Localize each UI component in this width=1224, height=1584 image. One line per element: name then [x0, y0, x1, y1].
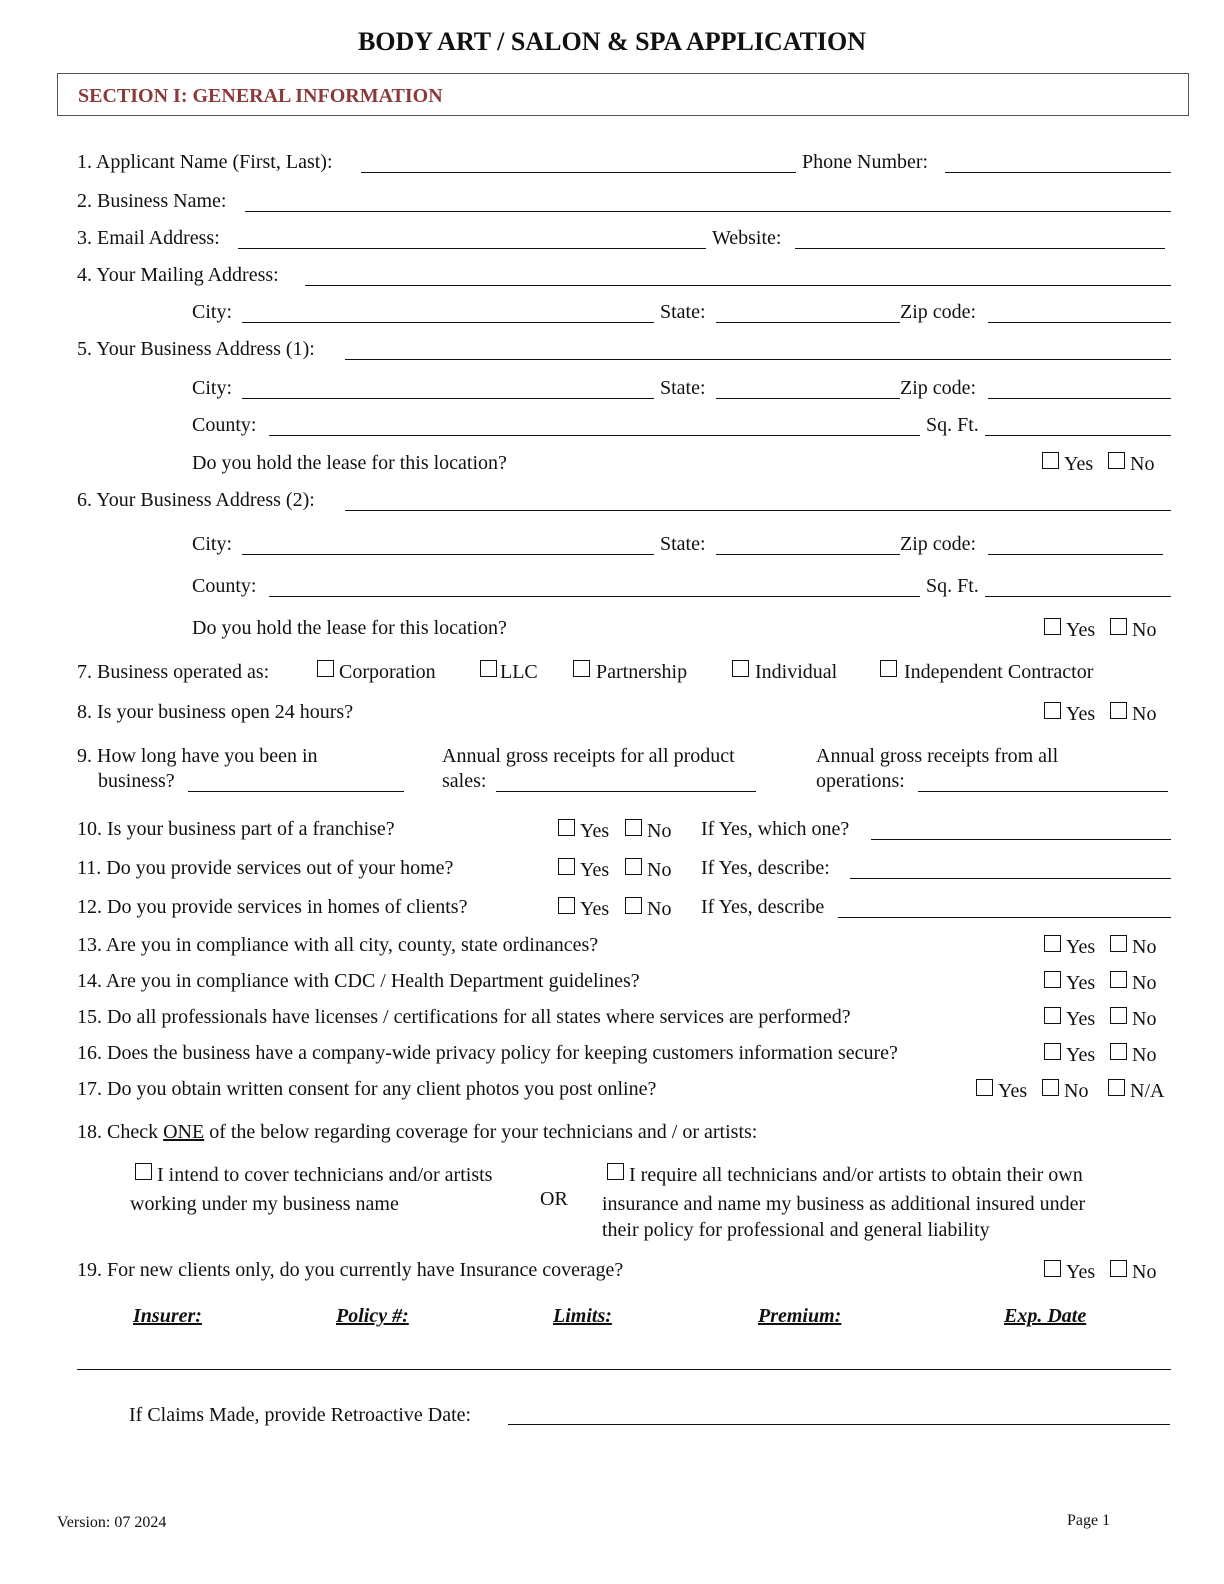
- licenses-label: 15. Do all professionals have licenses / certifications for all states where services are performed?: [77, 1006, 851, 1028]
- product-sales-label-1: Annual gross receipts for all product: [442, 745, 735, 767]
- licenses-no-label: No: [1132, 1008, 1157, 1030]
- client-home-services-label: 12. Do you provide services in homes of clients?: [77, 896, 468, 918]
- cdc-yes-checkbox[interactable]: [1044, 971, 1061, 988]
- insurance-no-label: No: [1132, 1261, 1157, 1283]
- mailing-state-label: State:: [660, 301, 706, 323]
- addr1-lease-no-label: No: [1130, 453, 1155, 475]
- applicant-name-field[interactable]: [361, 172, 796, 173]
- partnership-label: Partnership: [596, 661, 688, 683]
- limits-header: Limits:: [553, 1305, 612, 1327]
- photo-consent-label: 17. Do you obtain written consent for any client photos you post online?: [77, 1078, 657, 1100]
- cover-technicians-label-2: working under my business name: [130, 1193, 399, 1215]
- insurance-yes-label: Yes: [1066, 1261, 1096, 1283]
- coverage-question-prefix: 18. Check: [77, 1121, 159, 1143]
- addr2-lease-no-checkbox[interactable]: [1110, 618, 1127, 635]
- coverage-question-one: ONE: [163, 1121, 205, 1143]
- open-24-no-checkbox[interactable]: [1110, 702, 1127, 719]
- franchise-no-checkbox[interactable]: [625, 819, 642, 836]
- mailing-zip-field[interactable]: [988, 322, 1171, 323]
- photo-consent-no-label: No: [1064, 1080, 1089, 1102]
- ordinances-no-label: No: [1132, 936, 1157, 958]
- addr1-lease-yes-label: Yes: [1064, 453, 1094, 475]
- addr2-sqft-field[interactable]: [985, 596, 1171, 597]
- client-home-no-label: No: [647, 898, 672, 920]
- or-divider: OR: [540, 1188, 568, 1210]
- cdc-yes-label: Yes: [1066, 972, 1096, 994]
- partnership-checkbox[interactable]: [573, 660, 590, 677]
- addr2-city-field[interactable]: [242, 554, 654, 555]
- business-address-2-field[interactable]: [345, 510, 1171, 511]
- addr2-lease-label: Do you hold the lease for this location?: [192, 617, 507, 639]
- franchise-no-label: No: [647, 820, 672, 842]
- require-own-insurance-label-3: their policy for professional and general liability: [602, 1219, 990, 1241]
- addr1-lease-yes-checkbox[interactable]: [1042, 452, 1059, 469]
- business-address-1-field[interactable]: [345, 359, 1171, 360]
- premium-header: Premium:: [758, 1305, 842, 1327]
- version-footer: Version: 07 2024: [57, 1514, 167, 1531]
- business-address-2-label: 6. Your Business Address (2):: [77, 489, 315, 511]
- open-24-yes-checkbox[interactable]: [1044, 702, 1061, 719]
- addr1-county-field[interactable]: [269, 435, 920, 436]
- addr1-zip-field[interactable]: [988, 398, 1171, 399]
- addr1-city-label: City:: [192, 377, 233, 399]
- addr1-lease-no-checkbox[interactable]: [1108, 452, 1125, 469]
- home-services-label: 11. Do you provide services out of your home?: [77, 857, 454, 879]
- addr1-sqft-field[interactable]: [985, 435, 1171, 436]
- franchise-yes-label: Yes: [580, 820, 610, 842]
- page-number: Page 1: [1067, 1512, 1111, 1529]
- cdc-guidelines-label: 14. Are you in compliance with CDC / Health Department guidelines?: [77, 970, 640, 992]
- policy-number-header: Policy #:: [336, 1305, 409, 1327]
- client-home-yes-label: Yes: [580, 898, 610, 920]
- photo-consent-na-checkbox[interactable]: [1108, 1079, 1125, 1096]
- addr1-sqft-label: Sq. Ft.: [926, 414, 979, 436]
- website-label: Website:: [712, 227, 782, 249]
- years-in-business-field[interactable]: [188, 791, 404, 792]
- applicant-name-label: 1. Applicant Name (First, Last):: [77, 151, 333, 173]
- mailing-zip-label: Zip code:: [900, 301, 977, 323]
- require-own-insurance-label-1: I require all technicians and/or artists to obtain their own: [629, 1164, 1083, 1186]
- home-services-no-label: No: [647, 859, 672, 881]
- franchise-which-field[interactable]: [871, 839, 1171, 840]
- email-label: 3. Email Address:: [77, 227, 220, 249]
- addr2-county-label: County:: [192, 575, 257, 597]
- all-operations-label-1: Annual gross receipts from all: [816, 745, 1059, 767]
- client-home-no-checkbox[interactable]: [625, 897, 642, 914]
- mailing-address-label: 4. Your Mailing Address:: [77, 264, 279, 286]
- licenses-yes-checkbox[interactable]: [1044, 1007, 1061, 1024]
- client-home-describe-label: If Yes, describe: [701, 896, 825, 918]
- years-in-business-label-1: 9. How long have you been in: [77, 745, 318, 767]
- addr1-lease-label: Do you hold the lease for this location?: [192, 452, 507, 474]
- privacy-no-label: No: [1132, 1044, 1157, 1066]
- addr2-lease-yes-checkbox[interactable]: [1044, 618, 1061, 635]
- coverage-question: [77, 1120, 757, 1144]
- years-in-business-label-2: business?: [98, 770, 175, 792]
- franchise-label: 10. Is your business part of a franchise?: [77, 818, 395, 840]
- open-24-no-label: No: [1132, 703, 1157, 725]
- addr2-county-field[interactable]: [269, 596, 920, 597]
- privacy-no-checkbox[interactable]: [1110, 1043, 1127, 1060]
- retroactive-date-field[interactable]: [508, 1424, 1170, 1425]
- addr1-county-label: County:: [192, 414, 257, 436]
- business-type-label: 7. Business operated as:: [77, 661, 270, 683]
- insurer-header: Insurer:: [133, 1305, 202, 1327]
- require-own-insurance-checkbox[interactable]: [607, 1163, 624, 1180]
- business-name-label: 2. Business Name:: [77, 190, 227, 212]
- ordinances-label: 13. Are you in compliance with all city, county, state ordinances?: [77, 934, 599, 956]
- licenses-yes-label: Yes: [1066, 1008, 1096, 1030]
- mailing-state-field[interactable]: [716, 322, 900, 323]
- mailing-city-field[interactable]: [242, 322, 654, 323]
- product-sales-label-2: sales:: [442, 770, 487, 792]
- require-own-insurance-label-2: insurance and name my business as additional insured under: [602, 1193, 1086, 1215]
- product-sales-field[interactable]: [496, 791, 756, 792]
- email-field[interactable]: [238, 248, 706, 249]
- home-services-yes-label: Yes: [580, 859, 610, 881]
- addr2-state-field[interactable]: [716, 554, 900, 555]
- section-title: SECTION I: GENERAL INFORMATION: [78, 85, 443, 107]
- privacy-yes-label: Yes: [1066, 1044, 1096, 1066]
- individual-checkbox[interactable]: [732, 660, 749, 677]
- addr1-zip-label: Zip code:: [900, 377, 977, 399]
- mailing-city-label: City:: [192, 301, 233, 323]
- cover-technicians-checkbox[interactable]: [135, 1163, 152, 1180]
- client-home-describe-field[interactable]: [838, 917, 1171, 918]
- individual-label: Individual: [755, 661, 838, 683]
- addr2-city-label: City:: [192, 533, 233, 555]
- home-services-yes-checkbox[interactable]: [558, 858, 575, 875]
- open-24-hours-label: 8. Is your business open 24 hours?: [77, 701, 354, 723]
- website-field[interactable]: [795, 248, 1165, 249]
- cdc-no-checkbox[interactable]: [1110, 971, 1127, 988]
- corporation-checkbox[interactable]: [317, 660, 334, 677]
- addr2-lease-no-label: No: [1132, 619, 1157, 641]
- mailing-address-field[interactable]: [305, 285, 1171, 286]
- addr2-lease-yes-label: Yes: [1066, 619, 1096, 641]
- addr2-zip-label: Zip code:: [900, 533, 977, 555]
- open-24-yes-label: Yes: [1066, 703, 1096, 725]
- addr1-state-label: State:: [660, 377, 706, 399]
- retroactive-date-label: If Claims Made, provide Retroactive Date:: [129, 1404, 472, 1426]
- licenses-no-checkbox[interactable]: [1110, 1007, 1127, 1024]
- coverage-question-suffix: of the below regarding coverage for your technicians and / or artists:: [209, 1121, 758, 1143]
- photo-consent-yes-label: Yes: [998, 1080, 1028, 1102]
- all-operations-field[interactable]: [918, 791, 1168, 792]
- home-services-describe-label: If Yes, describe:: [701, 857, 830, 879]
- franchise-yes-checkbox[interactable]: [558, 819, 575, 836]
- corporation-label: Corporation: [339, 661, 436, 683]
- phone-label: Phone Number:: [802, 151, 929, 173]
- addr1-city-field[interactable]: [242, 398, 654, 399]
- all-operations-label-2: operations:: [816, 770, 905, 792]
- business-name-field[interactable]: [245, 211, 1171, 212]
- form-title: BODY ART / SALON & SPA APPLICATION: [357, 27, 867, 56]
- photo-consent-na-label: N/A: [1130, 1080, 1165, 1102]
- phone-field[interactable]: [945, 172, 1171, 173]
- insurance-details-field[interactable]: [77, 1369, 1171, 1370]
- franchise-which-label: If Yes, which one?: [701, 818, 850, 840]
- home-services-no-checkbox[interactable]: [625, 858, 642, 875]
- addr2-state-label: State:: [660, 533, 706, 555]
- ordinances-yes-checkbox[interactable]: [1044, 935, 1061, 952]
- llc-label: LLC: [500, 661, 538, 683]
- ordinances-yes-label: Yes: [1066, 936, 1096, 958]
- insurance-no-checkbox[interactable]: [1110, 1260, 1127, 1277]
- insurance-coverage-label: 19. For new clients only, do you currently have Insurance coverage?: [77, 1259, 624, 1281]
- photo-consent-no-checkbox[interactable]: [1042, 1079, 1059, 1096]
- cover-technicians-label-1: I intend to cover technicians and/or artists: [157, 1164, 493, 1186]
- independent-contractor-checkbox[interactable]: [880, 660, 897, 677]
- ordinances-no-checkbox[interactable]: [1110, 935, 1127, 952]
- client-home-yes-checkbox[interactable]: [558, 897, 575, 914]
- business-address-1-label: 5. Your Business Address (1):: [77, 338, 315, 360]
- exp-date-header: Exp. Date: [1004, 1305, 1087, 1327]
- addr2-sqft-label: Sq. Ft.: [926, 575, 979, 597]
- cdc-no-label: No: [1132, 972, 1157, 994]
- addr1-state-field[interactable]: [716, 398, 900, 399]
- privacy-yes-checkbox[interactable]: [1044, 1043, 1061, 1060]
- insurance-yes-checkbox[interactable]: [1044, 1260, 1061, 1277]
- photo-consent-yes-checkbox[interactable]: [976, 1079, 993, 1096]
- addr2-zip-field[interactable]: [988, 554, 1163, 555]
- llc-checkbox[interactable]: [480, 660, 497, 677]
- privacy-policy-label: 16. Does the business have a company-wide privacy policy for keeping customers information secure?: [77, 1042, 898, 1064]
- home-services-describe-field[interactable]: [850, 878, 1171, 879]
- independent-contractor-label: Independent Contractor: [904, 661, 1094, 683]
